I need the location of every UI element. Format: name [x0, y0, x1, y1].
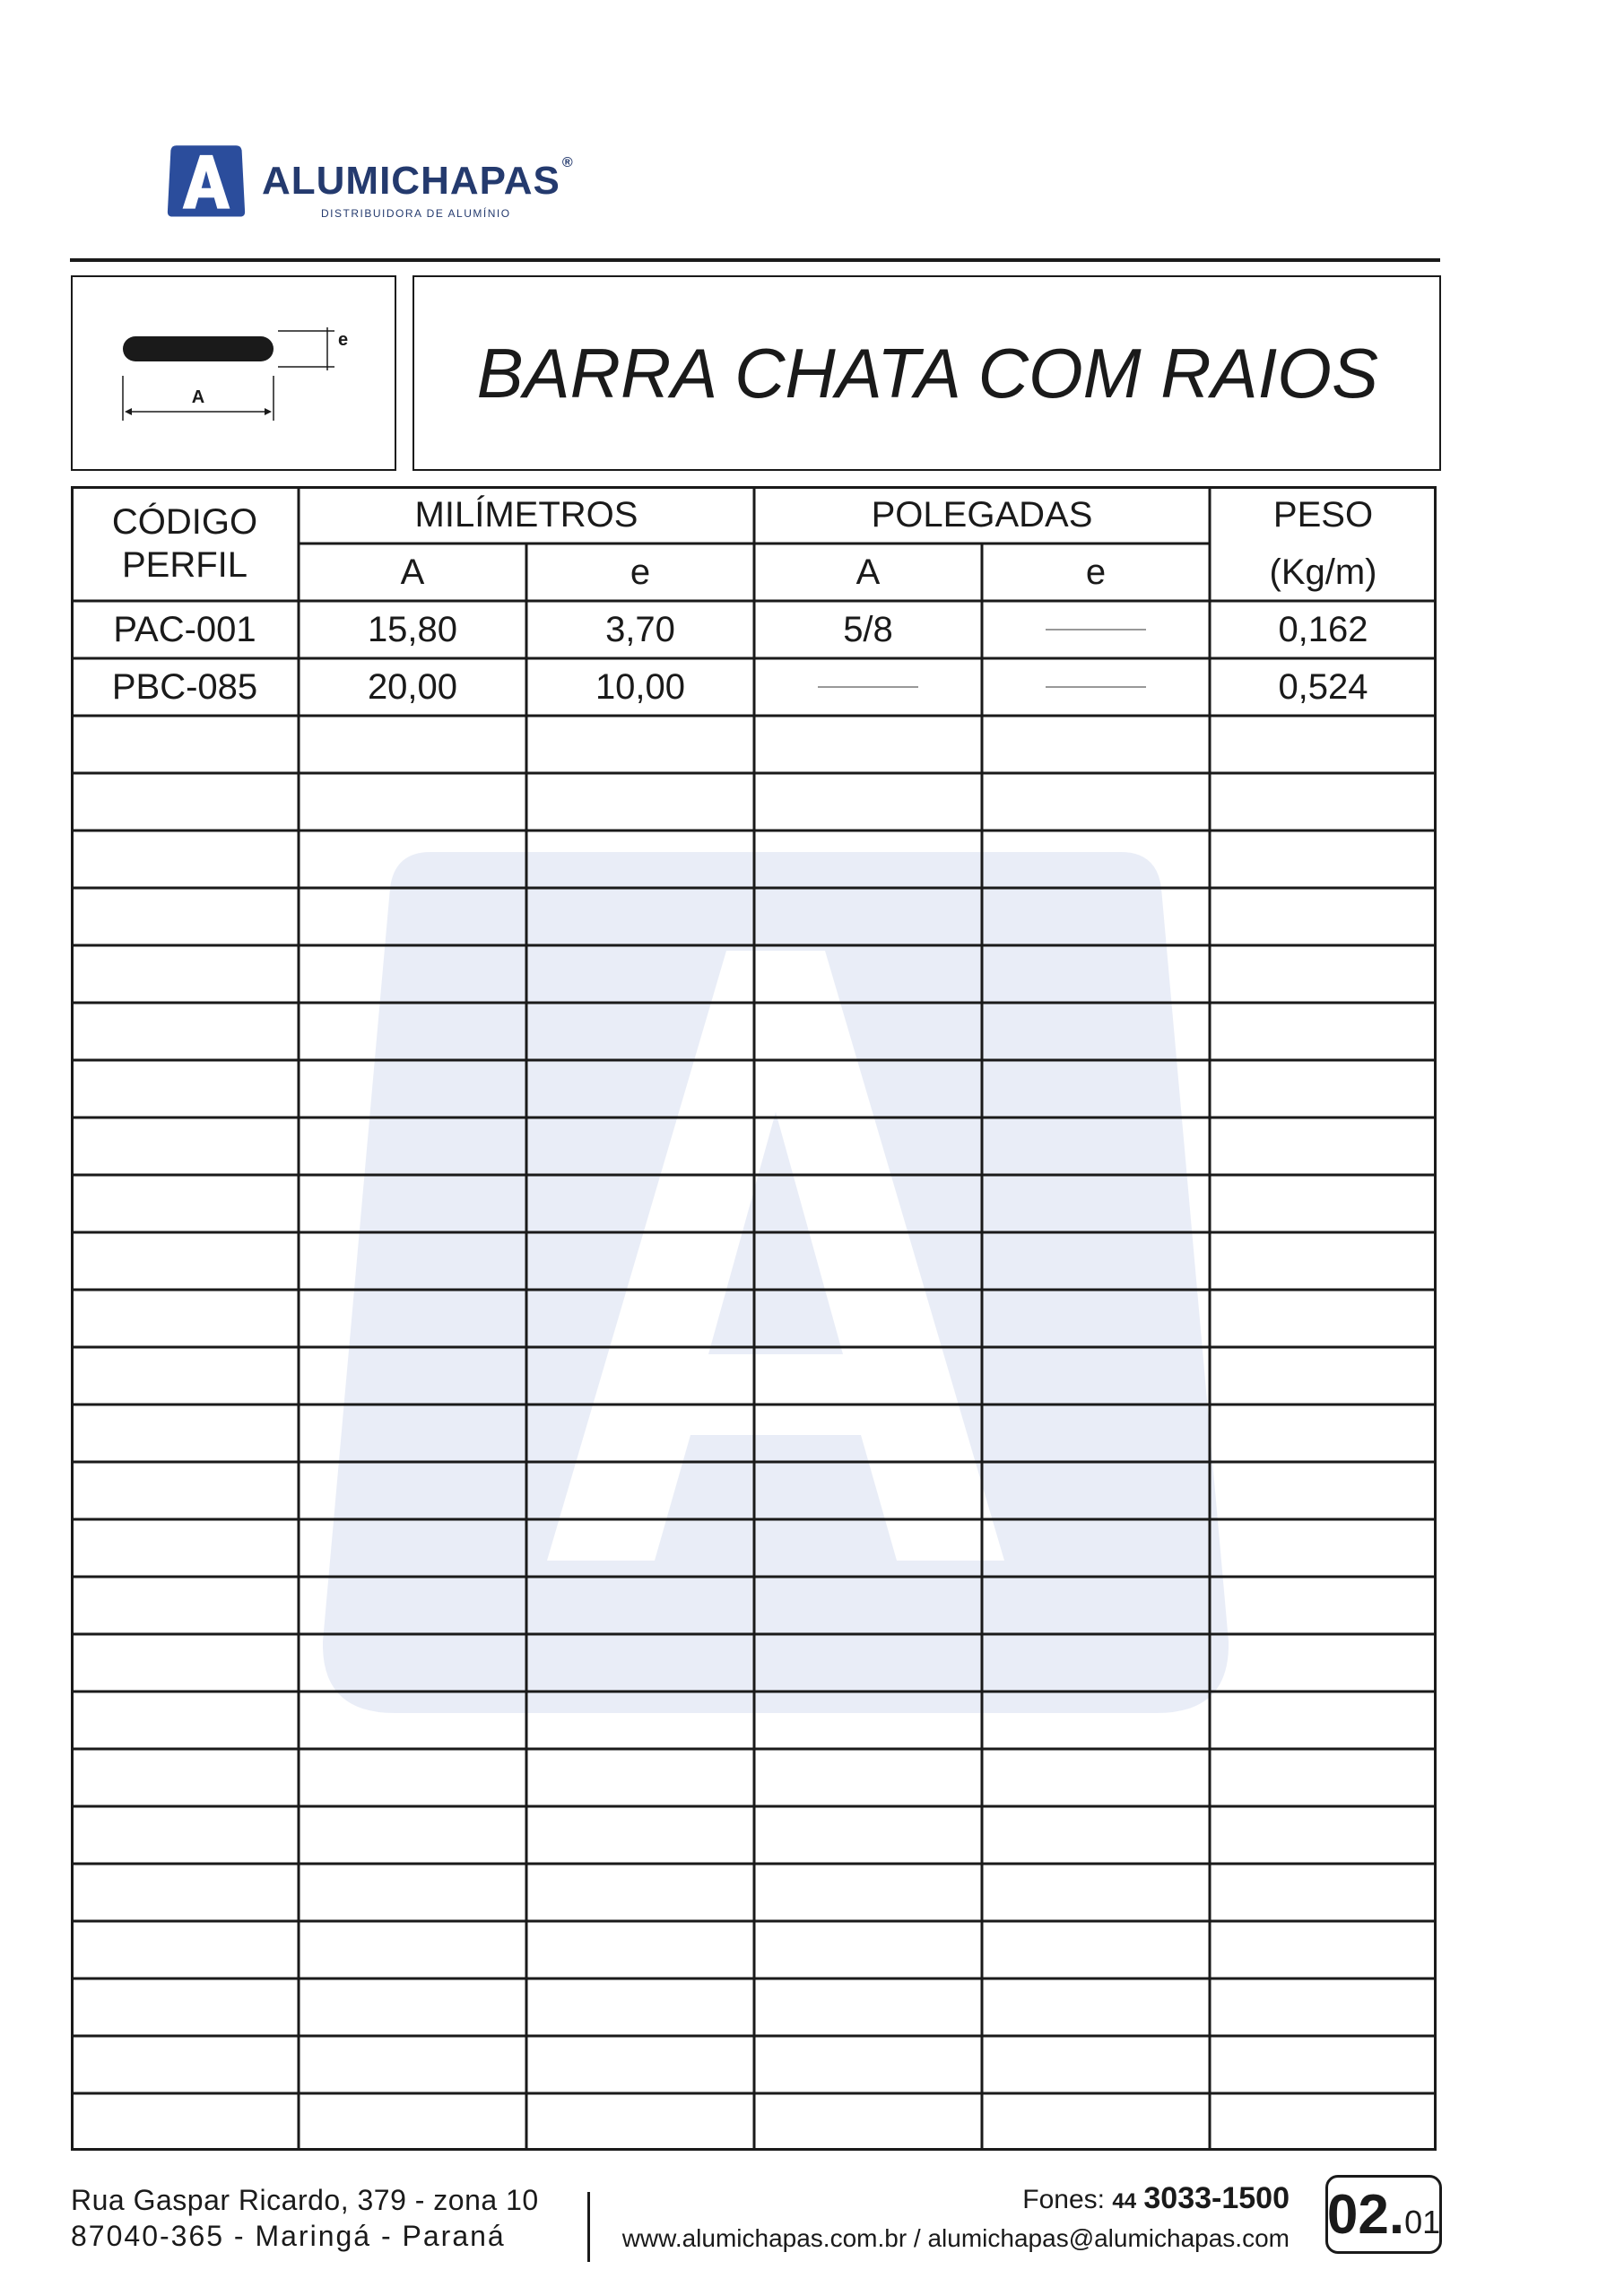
header-rule: [70, 258, 1440, 262]
profile-drawing-box: [71, 275, 396, 471]
phone-info: [1022, 2181, 1290, 2216]
subheader-mm-e: e: [630, 552, 651, 592]
subheader-in-a: A: [855, 552, 881, 592]
logo-a-icon: [167, 141, 246, 220]
title-box: [413, 275, 1441, 471]
header-code: CÓDIGO PERFIL: [111, 502, 258, 585]
page-title: BARRA CHATA COM RAIOS: [476, 334, 1378, 413]
empty-value-dash: [818, 686, 918, 688]
cell-weight: 0,162: [1278, 610, 1368, 649]
web-contact: www.alumichapas.com.br / alumichapas@alumichapas.com: [621, 2224, 1290, 2252]
header-weight: PESO: [1272, 495, 1374, 535]
dimension-a-label: A: [191, 387, 205, 407]
empty-value-dash: [1046, 686, 1146, 688]
phone-area-code: 44: [1112, 2189, 1137, 2213]
cell-in-a: [754, 658, 982, 716]
cell-in-a: 5/8: [843, 610, 893, 649]
cell-mm-e: 10,00: [595, 667, 686, 707]
brand-tagline: DISTRIBUIDORA DE ALUMÍNIO: [321, 207, 511, 220]
cell-code: PAC-001: [113, 610, 256, 649]
subheader-weight-unit: (Kg/m): [1269, 552, 1377, 592]
cell-weight: 0,524: [1278, 667, 1368, 707]
subheader-in-e: e: [1085, 552, 1107, 592]
address-line-1: Rua Gaspar Ricardo, 379 - zona 10: [71, 2184, 539, 2216]
header-millimeters: MILÍMETROS: [414, 495, 638, 535]
phone-label: Fones:: [1022, 2185, 1105, 2214]
subheader-mm-a: A: [400, 552, 425, 592]
cell-mm-e: 3,70: [605, 610, 675, 649]
cell-mm-a: 15,80: [367, 610, 458, 649]
registered-mark: ®: [561, 155, 574, 170]
cell-code: PBC-085: [111, 667, 258, 707]
flat-bar-profile-drawing: [73, 277, 395, 469]
table-grid-lines: [71, 486, 1437, 2160]
brand-name: ALUMICHAPAS: [262, 159, 560, 203]
header-inches: POLEGADAS: [871, 495, 1093, 535]
page-number-main: 02.: [1326, 2183, 1405, 2246]
cell-mm-a: 20,00: [367, 667, 458, 707]
cell-in-e: [982, 658, 1210, 716]
phone-number: 3033-1500: [1143, 2181, 1290, 2215]
cell-in-e: [982, 601, 1210, 658]
dimension-e-label: e: [338, 330, 349, 350]
address-line-2: 87040-365 - Maringá - Paraná: [71, 2220, 506, 2252]
page-number-box: [1325, 2175, 1442, 2254]
page-number-sub: 01: [1404, 2204, 1441, 2240]
brand-logo: [167, 141, 597, 222]
profile-table: [71, 486, 1437, 2160]
empty-value-dash: [1046, 629, 1146, 631]
footer-divider: [587, 2192, 590, 2262]
